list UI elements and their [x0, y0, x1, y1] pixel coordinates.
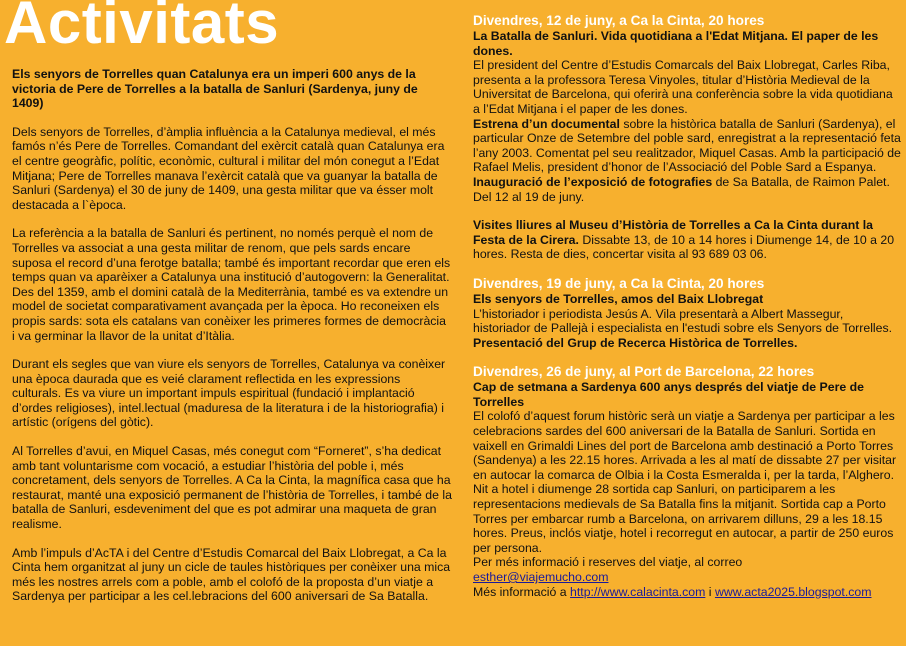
intro-paragraph-4: Al Torrelles d’avui, en Miquel Casas, més conegut com “Forneret”, s’ha dedicat amb tant voluntarisme com vocació, a estudiar l’història del poble i, més concretament, dels senyors de Torrelles. A Ca la Cinta, la magnífica casa que ha restaurat, manté una exposició permanent de l’història de Torrelles, i també de la batalla de Sanluri, esdeveniment del que es pot admirar una maqueta de gran realisme. — [12, 444, 452, 532]
event-june-19 — [473, 276, 901, 350]
research-group-presentation: Presentació del Grup de Recerca Històrica de Torrelles. — [473, 335, 798, 350]
event-june-12 — [473, 13, 901, 204]
event-title: Els senyors de Torrelles, amos del Baix Llobregat — [473, 291, 764, 306]
documentary-text: sobre la històrica batalla de Sanluri (Sardenya), el particular Onze de Setembre del poble sard, enregistrat a la representació feta l’any 2003. Comentat pel seu realitzador, Miquel Casas. Amb la participació de Rafael Melis, president d’honor de l’Associació del Poble Sard a Espanya. — [473, 116, 901, 175]
left-column — [12, 67, 452, 604]
event-title: Cap de setmana a Sardenya 600 anys després del viatje de Pere de Torrelles — [473, 380, 864, 409]
museum-visits-text — [473, 218, 901, 262]
photo-exhibition-note — [473, 175, 901, 204]
event-title: La Batalla de Sanluri. Vida quotidiana a l'Edat Mitjana. El paper de les dones. — [473, 29, 879, 58]
intro-paragraph-5: Amb l’impuls d’AcTA i del Centre d’Estudis Comarcal del Baix Llobregat, a Ca la Cinta hem organitzat al juny un cicle de taules històriques per conèixer una mica més les nostres arrels com a poble, amb el colofó de la proposta d’un viatje a Sardenya per participar a les cel.lebracions del 600 aniversari de Sa Batalla. — [12, 545, 451, 604]
museum-visits-schedule: Dissabte 13, de 10 a 14 hores i Diumenge 14, de 10 a 20 hores. Resta de dies, concertar visita al 93 689 03 06. — [473, 232, 895, 262]
more-info-line — [473, 585, 901, 600]
museum-visits — [473, 218, 901, 262]
event-heading: Divendres, 19 de juny, a Ca la Cinta, 20 hores — [473, 275, 765, 291]
event-heading: Divendres, 26 de juny, al Port de Barcelona, 22 hores — [473, 364, 815, 380]
more-info-label: Més informació a — [473, 584, 571, 599]
museum-visits-label: Visites lliures al Museu d’Història de Torrelles a Ca la Cinta durant la Festa de la Cirera. — [473, 218, 874, 247]
contact-email-link[interactable]: esther@viajemucho.com — [473, 570, 609, 584]
documentary-note — [473, 117, 901, 175]
event-june-26 — [473, 364, 901, 599]
contact-text: Per més informació i reserves del viatje, al correo — [473, 555, 743, 570]
intro-paragraph-3: Durant els segles que van viure els senyors de Torrelles, Catalunya va conèixer una època daurada que es veié clarament reflectida en les expressions culturals. Es va viure un important impuls espiritual (fundació i implantació d’ordes religioses), intel.lectual (maduresa de la literatura i de la historiografia) i artístic (orígens del gòtic). — [12, 357, 446, 430]
acta-blog-link[interactable]: www.acta2025.blogspot.com — [714, 584, 872, 599]
right-column — [473, 13, 901, 599]
photo-exhibition-text: de Sa Batalla, de Raimon Palet. Del 12 al 19 de juny. — [473, 174, 890, 204]
photo-exhibition-label: Inauguració de l’exposició de fotografies — [473, 174, 713, 189]
event-description: El colofó d’aquest forum històric serà un viatje a Sardenya per participar a les celebracions sardes del 600 aniversari de la Batalla de Sanluri. Sortida en vaixell en Grimaldi Lines del port de Barcelona amb destinació a Porto Torres (Sandenya) a les 22.15 hores. Arrivada a les al matí de dissabte 27 per visitar en autocar la comarca de Olbia i la Costa Esmeralda i, per la tarda, l’Alghero. Nit a hotel i diumenge 28 sortida cap Sanluri, on participarem a les representacions medievals de Sa Batalla fins la mitjanit. Sortida cap a Porto Torres per embarcar rumb a Barcelona, on arrivarem dilluns, 29 a les 18.15 hores. Preus, inclós viatje, hotel i recorregut en autocar, a partir de 250 euros per persona. — [473, 409, 897, 555]
event-description: El president del Centre d’Estudis Comarcals del Baix Llobregat, Carles Riba, presenta a la professora Teresa Vinyoles, titular d’Història Medieval de la Universitat de Barcelona, qui oferirà una conferència sobre la vida quotidiana a l’Edat Mitjana i el paper de les dones. — [473, 58, 893, 116]
event-description: L’historiador i periodista Jesús A. Vila presentarà a Albert Massegur, historiador de Pallejà i especialista en l'estudi sobre els Senyors de Torrelles. — [473, 306, 893, 336]
link-separator: i — [705, 584, 715, 599]
page-title: Activitats — [4, 0, 280, 56]
documentary-label: Estrena d’un documental — [473, 116, 620, 131]
contact-email-line — [473, 570, 901, 585]
intro-paragraph-1: Dels senyors de Torrelles, d’àmplia influència a la Catalunya medieval, el més famós n’és Pere de Torrelles. Comandant del exèrcit català quan Catalunya era el centre geogràfic, polític, econòmic, cultural i militar del món conegut a l’Edat Mitjana; Pere de Torrelles manava l’exèrcit català que va guanyar la batalla de Sanluri (Sardenya) el 30 de juny de 1409, una gesta militar que va ésser molt destacada a l`època. — [12, 124, 445, 212]
intro-paragraph-2: La referència a la batalla de Sanluri és pertinent, no només perquè el nom de Torrelles va associat a una gesta militar de renom, que pels sards encare suposa el record d’una ferotge batalla; també és important recordar que eren els temps quan va aparèixer a Catalunya una institució d’autogovern: la Generalitat. Des del 1359, amb el domini català de la Mediterrània, també es va extendre un model de societat comparativament avançada per la època. Ho reconeixen els propis sards: sota els catalans van conèixer les primeres formes de democràcia i va germinar la llavor de la unitat d’Itàlia. — [12, 226, 451, 343]
event-heading: Divendres, 12 de juny, a Ca la Cinta, 20 hores — [473, 13, 765, 28]
intro-lead: Els senyors de Torrelles quan Catalunya era un imperi 600 anys de la victoria de Pere de Torrelles a la batalla de Sanluri (Sardenya, juny de 1409) — [12, 67, 418, 111]
calacinta-link[interactable]: http://www.calacinta.com — [570, 584, 706, 599]
